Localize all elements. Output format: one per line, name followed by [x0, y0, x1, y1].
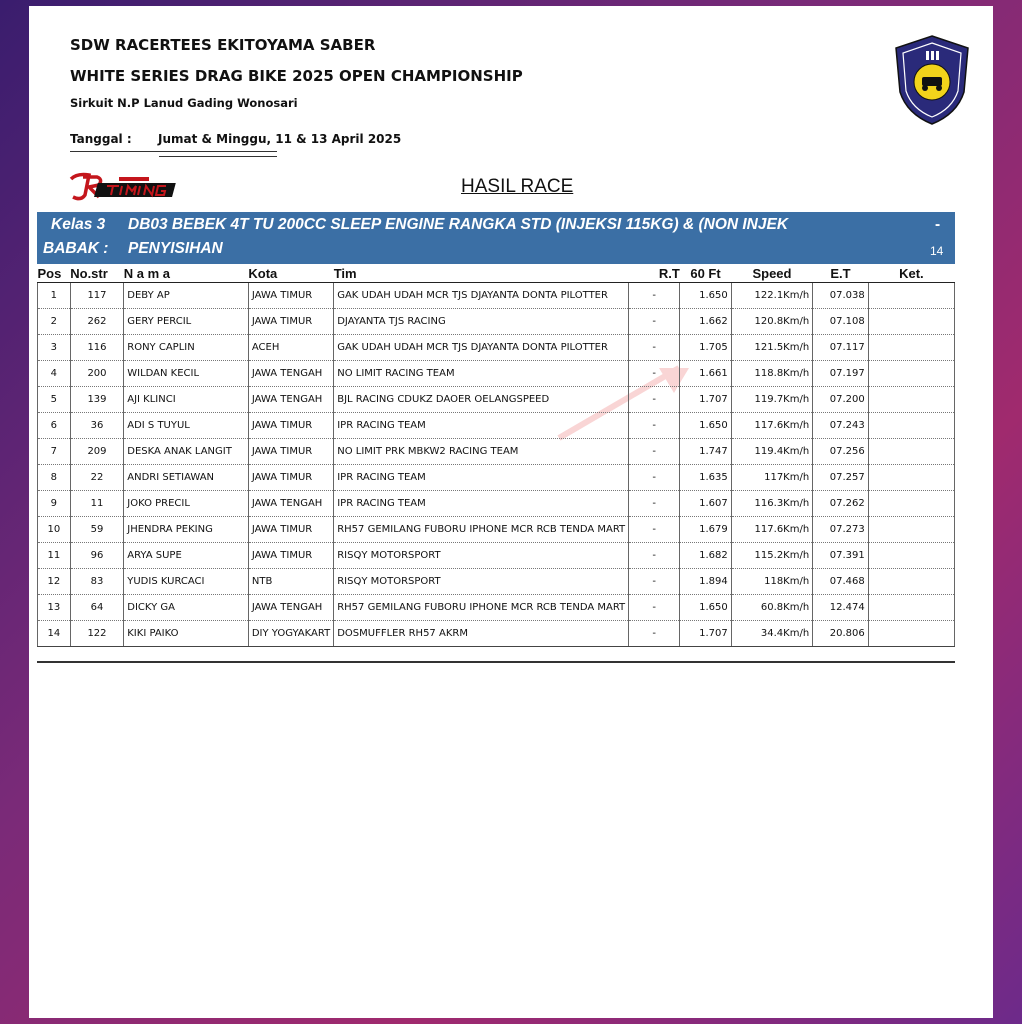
cell-tim: DJAYANTA TJS RACING	[334, 309, 629, 335]
col-nostr: No.str	[70, 264, 124, 283]
cell-rt: -	[629, 491, 680, 517]
cell-ket	[868, 465, 954, 491]
cell-ket	[868, 569, 954, 595]
cell-pos: 11	[38, 543, 71, 569]
cell-no: 59	[70, 517, 124, 543]
cell-rt: -	[629, 543, 680, 569]
cell-et: 07.200	[813, 387, 869, 413]
cell-nama: JOKO PRECIL	[124, 491, 249, 517]
cell-pos: 1	[38, 283, 71, 309]
cell-no: 117	[70, 283, 124, 309]
cell-rt: -	[629, 569, 680, 595]
table-row	[38, 387, 955, 413]
cell-speed: 60.8Km/h	[731, 595, 812, 621]
cell-speed: 34.4Km/h	[731, 621, 812, 647]
cell-no: 83	[70, 569, 124, 595]
cell-tim: NO LIMIT PRK MBKW2 RACING TEAM	[334, 439, 629, 465]
table-header-row	[38, 264, 955, 283]
cell-rt: -	[629, 283, 680, 309]
cell-no: 122	[70, 621, 124, 647]
col-tim: Tim	[334, 264, 629, 283]
cell-ft: 1.707	[680, 387, 732, 413]
cell-ft: 1.661	[680, 361, 732, 387]
col-60ft: 60 Ft	[680, 264, 732, 283]
cell-no: 139	[70, 387, 124, 413]
cell-speed: 117.6Km/h	[731, 517, 812, 543]
cell-rt: -	[629, 517, 680, 543]
cell-no: 22	[70, 465, 124, 491]
cell-rt: -	[629, 335, 680, 361]
section-title: HASIL RACE	[461, 176, 574, 197]
cell-speed: 120.8Km/h	[731, 309, 812, 335]
cell-no: 116	[70, 335, 124, 361]
table-row	[38, 335, 955, 361]
table-row	[38, 309, 955, 335]
cell-ft: 1.705	[680, 335, 732, 361]
cell-speed: 122.1Km/h	[731, 283, 812, 309]
col-pos: Pos	[38, 264, 71, 283]
date-label: Tanggal :	[70, 132, 132, 146]
cell-speed: 116.3Km/h	[731, 491, 812, 517]
babak-value: PENYISIHAN	[128, 240, 223, 257]
cell-kota: JAWA TENGAH	[248, 595, 333, 621]
cell-speed: 121.5Km/h	[731, 335, 812, 361]
cell-rt: -	[629, 621, 680, 647]
cell-nama: ANDRI SETIAWAN	[124, 465, 249, 491]
cell-kota: JAWA TIMUR	[248, 439, 333, 465]
cell-pos: 6	[38, 413, 71, 439]
date-row	[70, 132, 401, 146]
cell-et: 07.273	[813, 517, 869, 543]
cell-tim: IPR RACING TEAM	[334, 413, 629, 439]
cell-ft: 1.707	[680, 621, 732, 647]
cell-ket	[868, 309, 954, 335]
cell-nama: YUDIS KURCACI	[124, 569, 249, 595]
cell-kota: ACEH	[248, 335, 333, 361]
date-value: Jumat & Minggu, 11 & 13 April 2025	[158, 132, 402, 146]
cell-ket	[868, 283, 954, 309]
cell-nama: AJI KLINCI	[124, 387, 249, 413]
participant-count: 14	[930, 244, 944, 258]
cell-rt: -	[629, 439, 680, 465]
cell-speed: 119.4Km/h	[731, 439, 812, 465]
cell-no: 11	[70, 491, 124, 517]
cell-speed: 119.7Km/h	[731, 387, 812, 413]
table-row	[38, 413, 955, 439]
cell-et: 07.256	[813, 439, 869, 465]
cell-pos: 13	[38, 595, 71, 621]
cell-nama: RONY CAPLIN	[124, 335, 249, 361]
jr-timing-logo-icon	[67, 171, 183, 201]
cell-et: 07.108	[813, 309, 869, 335]
cell-tim: RH57 GEMILANG FUBORU IPHONE MCR RCB TENDA MART	[334, 517, 629, 543]
cell-tim: IPR RACING TEAM	[334, 465, 629, 491]
cell-ft: 1.682	[680, 543, 732, 569]
results-table	[37, 264, 955, 647]
table-row	[38, 621, 955, 647]
bottom-rule	[37, 661, 955, 663]
cell-kota: JAWA TENGAH	[248, 491, 333, 517]
cell-et: 07.243	[813, 413, 869, 439]
cell-ket	[868, 595, 954, 621]
cell-rt: -	[629, 595, 680, 621]
cell-kota: JAWA TIMUR	[248, 413, 333, 439]
col-speed: Speed	[731, 264, 812, 283]
cell-nama: JHENDRA PEKING	[124, 517, 249, 543]
cell-et: 07.391	[813, 543, 869, 569]
cell-pos: 12	[38, 569, 71, 595]
event-title-line1: SDW RACERTEES EKITOYAMA SABER	[70, 36, 376, 54]
cell-kota: JAWA TIMUR	[248, 309, 333, 335]
table-row	[38, 595, 955, 621]
cell-pos: 14	[38, 621, 71, 647]
date-underline	[70, 151, 277, 152]
cell-no: 64	[70, 595, 124, 621]
cell-no: 209	[70, 439, 124, 465]
cell-ft: 1.650	[680, 283, 732, 309]
circuit-name: Sirkuit N.P Lanud Gading Wonosari	[70, 96, 298, 110]
cell-et: 07.262	[813, 491, 869, 517]
cell-ket	[868, 335, 954, 361]
cell-nama: KIKI PAIKO	[124, 621, 249, 647]
kelas-value: DB03 BEBEK 4T TU 200CC SLEEP ENGINE RANGKA STD (INJEKSI 115KG) & (NON INJEK	[128, 216, 789, 233]
event-title-line2: WHITE SERIES DRAG BIKE 2025 OPEN CHAMPIONSHIP	[70, 67, 523, 85]
date-underline-secondary	[159, 156, 277, 157]
table-row	[38, 465, 955, 491]
cell-ft: 1.747	[680, 439, 732, 465]
cell-no: 262	[70, 309, 124, 335]
cell-ft: 1.607	[680, 491, 732, 517]
cell-pos: 8	[38, 465, 71, 491]
cell-ket	[868, 361, 954, 387]
table-row	[38, 283, 955, 309]
col-et: E.T	[813, 264, 869, 283]
cell-nama: DICKY GA	[124, 595, 249, 621]
cell-et: 07.257	[813, 465, 869, 491]
cell-kota: JAWA TIMUR	[248, 465, 333, 491]
col-nama: N a m a	[124, 264, 249, 283]
col-kota: Kota	[248, 264, 333, 283]
cell-tim: DOSMUFFLER RH57 AKRM	[334, 621, 629, 647]
col-rt: R.T	[629, 264, 680, 283]
kelas-dash: -	[935, 216, 941, 233]
cell-tim: GAK UDAH UDAH MCR TJS DJAYANTA DONTA PILOTTER	[334, 283, 629, 309]
cell-kota: JAWA TENGAH	[248, 361, 333, 387]
cell-kota: NTB	[248, 569, 333, 595]
cell-ket	[868, 413, 954, 439]
cell-ket	[868, 439, 954, 465]
cell-nama: ADI S TUYUL	[124, 413, 249, 439]
cell-speed: 117.6Km/h	[731, 413, 812, 439]
cell-speed: 117Km/h	[731, 465, 812, 491]
cell-rt: -	[629, 361, 680, 387]
cell-tim: RISQY MOTORSPORT	[334, 543, 629, 569]
cell-no: 36	[70, 413, 124, 439]
cell-nama: DEBY AP	[124, 283, 249, 309]
class-band	[37, 212, 955, 264]
cell-tim: RISQY MOTORSPORT	[334, 569, 629, 595]
table-row	[38, 517, 955, 543]
cell-kota: JAWA TIMUR	[248, 517, 333, 543]
cell-pos: 7	[38, 439, 71, 465]
cell-pos: 2	[38, 309, 71, 335]
cell-ket	[868, 621, 954, 647]
table-row	[38, 543, 955, 569]
cell-et: 07.468	[813, 569, 869, 595]
cell-et: 12.474	[813, 595, 869, 621]
table-row	[38, 361, 955, 387]
cell-nama: ARYA SUPE	[124, 543, 249, 569]
cell-nama: WILDAN KECIL	[124, 361, 249, 387]
cell-ft: 1.894	[680, 569, 732, 595]
cell-nama: GERY PERCIL	[124, 309, 249, 335]
cell-rt: -	[629, 309, 680, 335]
table-row	[38, 569, 955, 595]
cell-ket	[868, 517, 954, 543]
cell-pos: 10	[38, 517, 71, 543]
cell-kota: JAWA TENGAH	[248, 387, 333, 413]
kelas-label: Kelas 3	[51, 216, 106, 233]
cell-speed: 118Km/h	[731, 569, 812, 595]
cell-rt: -	[629, 465, 680, 491]
table-row	[38, 439, 955, 465]
cell-tim: RH57 GEMILANG FUBORU IPHONE MCR RCB TENDA MART	[334, 595, 629, 621]
cell-tim: GAK UDAH UDAH MCR TJS DJAYANTA DONTA PILOTTER	[334, 335, 629, 361]
cell-et: 07.197	[813, 361, 869, 387]
cell-kota: JAWA TIMUR	[248, 283, 333, 309]
cell-tim: NO LIMIT RACING TEAM	[334, 361, 629, 387]
cell-rt: -	[629, 387, 680, 413]
cell-kota: DIY YOGYAKART	[248, 621, 333, 647]
babak-label: BABAK :	[43, 240, 109, 257]
cell-pos: 4	[38, 361, 71, 387]
imi-emblem-icon	[893, 34, 971, 126]
cell-pos: 9	[38, 491, 71, 517]
cell-ft: 1.679	[680, 517, 732, 543]
cell-ft: 1.650	[680, 595, 732, 621]
cell-ket	[868, 543, 954, 569]
cell-ft: 1.650	[680, 413, 732, 439]
cell-ket	[868, 387, 954, 413]
cell-tim: IPR RACING TEAM	[334, 491, 629, 517]
cell-speed: 115.2Km/h	[731, 543, 812, 569]
cell-ft: 1.662	[680, 309, 732, 335]
cell-pos: 5	[38, 387, 71, 413]
cell-kota: JAWA TIMUR	[248, 543, 333, 569]
cell-ft: 1.635	[680, 465, 732, 491]
cell-speed: 118.8Km/h	[731, 361, 812, 387]
cell-pos: 3	[38, 335, 71, 361]
col-ket: Ket.	[868, 264, 954, 283]
cell-nama: DESKA ANAK LANGIT	[124, 439, 249, 465]
table-row	[38, 491, 955, 517]
cell-ket	[868, 491, 954, 517]
cell-et: 07.117	[813, 335, 869, 361]
cell-no: 200	[70, 361, 124, 387]
cell-no: 96	[70, 543, 124, 569]
cell-et: 07.038	[813, 283, 869, 309]
cell-tim: BJL RACING CDUKZ DAOER OELANGSPEED	[334, 387, 629, 413]
cell-et: 20.806	[813, 621, 869, 647]
cell-rt: -	[629, 413, 680, 439]
